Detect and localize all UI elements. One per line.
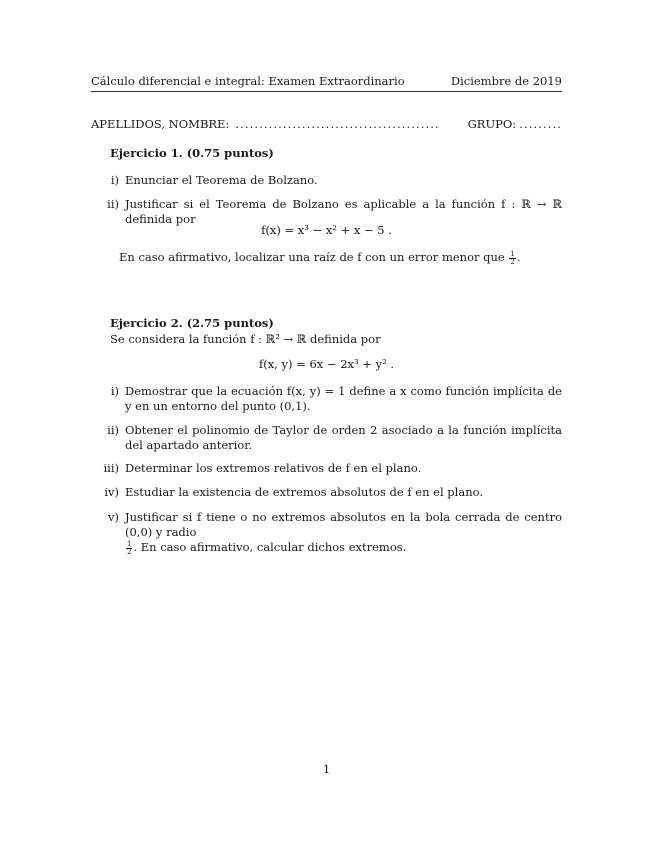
exercise-2-title: Ejercicio 2. (2.75 puntos) xyxy=(110,316,274,330)
exercise-2-item-iii xyxy=(92,461,562,476)
one-half-fraction xyxy=(509,251,515,266)
item-number: iii) xyxy=(103,461,119,475)
item-text-block xyxy=(125,510,562,556)
item-number: ii) xyxy=(107,423,119,437)
followup-period: . xyxy=(516,250,521,264)
fraction-numerator: 1 xyxy=(510,249,515,258)
course-title: Cálculo diferencial e integral: Examen Extraordinario xyxy=(91,74,405,88)
student-info-line xyxy=(91,117,562,131)
item-text: Estudiar la existencia de extremos absolutos de f en el plano. xyxy=(125,485,483,499)
exam-date: Diciembre de 2019 xyxy=(450,74,562,88)
item-text: Obtener el polinomio de Taylor de orden 2 asociado a la función implícita del apartado anterior. xyxy=(125,423,562,452)
name-dots: ........................................... xyxy=(235,117,440,131)
item-text-continued: . En caso afirmativo, calcular dichos extremos. xyxy=(133,540,407,554)
item-number: i) xyxy=(110,384,119,398)
exercise-1-title: Ejercicio 1. (0.75 puntos) xyxy=(110,146,274,160)
exercise-2-intro: Se considera la función f : ℝ² → ℝ definida por xyxy=(110,332,381,346)
item-text: Justificar si f tiene o no extremos absolutos en la bola cerrada de centro (0,0) y radio xyxy=(125,510,562,539)
exercise-2-formula: f(x, y) = 6x − 2x³ + y² . xyxy=(259,357,394,371)
exercise-2-item-iv xyxy=(92,485,562,500)
item-text: Determinar los extremos relativos de f en el plano. xyxy=(125,461,422,475)
followup-text: En caso afirmativo, localizar una raíz de f con un error menor que xyxy=(119,250,505,264)
exercise-2-item-v xyxy=(92,510,562,556)
exercise-2-item-i xyxy=(92,384,562,414)
name-label: APELLIDOS, NOMBRE: xyxy=(91,117,230,131)
item-number: i) xyxy=(110,173,119,187)
item-number: iv) xyxy=(104,485,119,499)
exercise-1-item-i xyxy=(92,173,562,188)
group-dots: ......... xyxy=(519,117,562,131)
fraction-denominator: 2 xyxy=(127,547,132,556)
item-number: v) xyxy=(108,510,119,524)
fraction-denominator: 2 xyxy=(510,257,515,266)
item-text: Demostrar que la ecuación f(x, y) = 1 define a x como función implícita de y en un entorno del punto (0,1). xyxy=(125,384,562,413)
group-label: GRUPO: xyxy=(467,117,517,131)
exercise-1-formula: f(x) = x³ − x² + x − 5 . xyxy=(261,223,392,237)
fraction-numerator: 1 xyxy=(127,539,132,548)
item-number: ii) xyxy=(107,197,119,211)
one-half-fraction xyxy=(126,541,132,556)
exercise-2-item-ii xyxy=(92,423,562,453)
item-text: Justificar si el Teorema de Bolzano es aplicable a la función f : ℝ → ℝ definida por xyxy=(125,197,562,226)
page-number: 1 xyxy=(322,762,331,776)
item-text: Enunciar el Teorema de Bolzano. xyxy=(125,173,318,187)
page-header xyxy=(91,74,562,92)
exercise-1-followup xyxy=(119,250,521,266)
